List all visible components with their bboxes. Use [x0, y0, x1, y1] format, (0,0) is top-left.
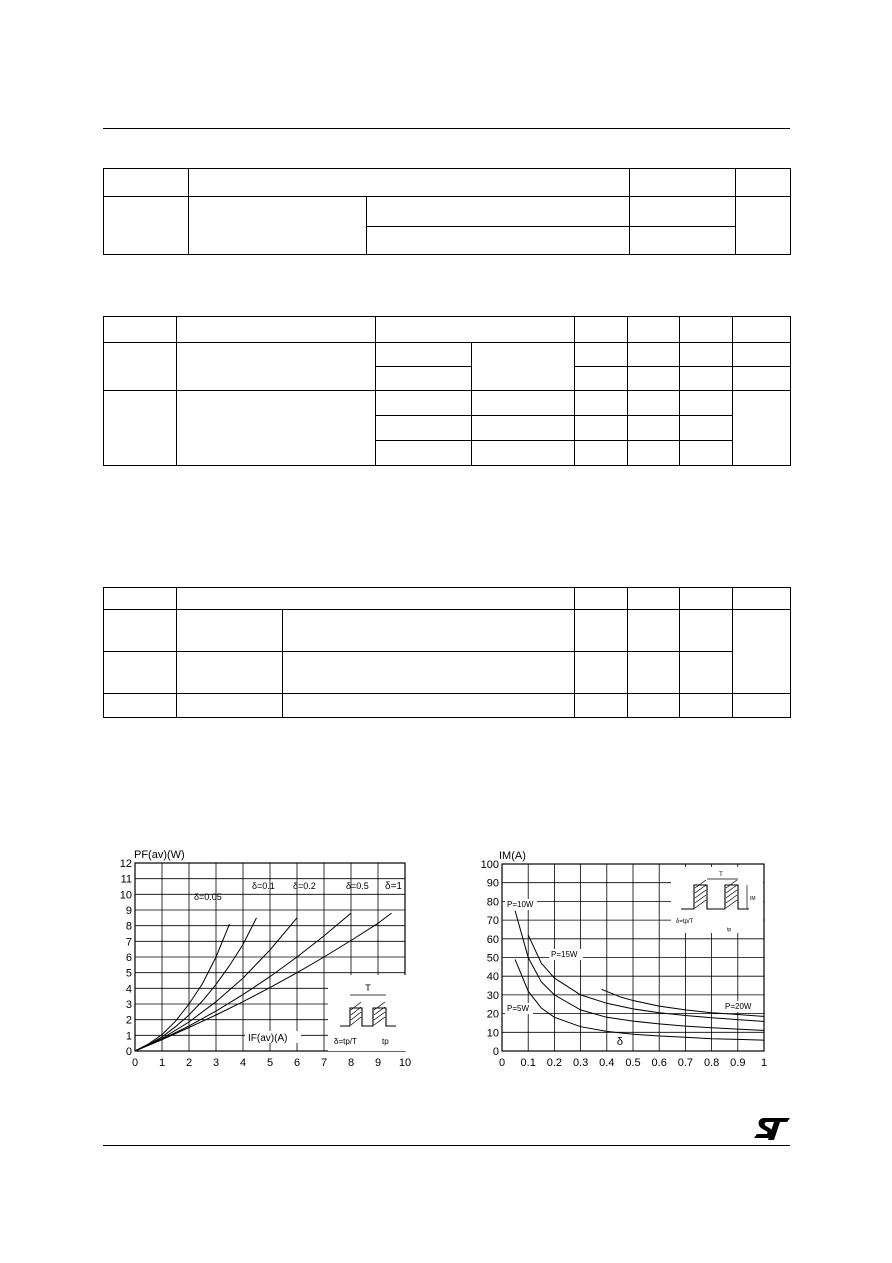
table-cell — [680, 610, 733, 652]
table-cell — [575, 343, 628, 367]
x-tick-label: 0.5 — [625, 1057, 641, 1069]
table-cell — [472, 441, 575, 466]
x-tick-label: 1 — [760, 1057, 768, 1069]
table-cell — [628, 416, 680, 441]
table-cell — [575, 416, 628, 441]
x-axis-label: IF(av)(A) — [248, 1033, 288, 1044]
series-label: P=20W — [725, 1002, 752, 1011]
bottom-rule — [103, 1145, 790, 1146]
table-cell — [104, 343, 177, 391]
y-tick-label: 10 — [486, 1027, 499, 1040]
table-cell — [283, 652, 575, 694]
y-tick-label: 4 — [125, 983, 132, 996]
table-cell — [733, 367, 791, 391]
y-tick-label: 8 — [125, 920, 132, 933]
table-row — [104, 197, 791, 227]
table-cell — [733, 588, 791, 610]
table-cell — [680, 416, 733, 441]
table-cell — [628, 391, 680, 416]
y-tick-label: 90 — [486, 877, 499, 890]
top-rule — [103, 128, 790, 129]
x-tick-label: 3 — [212, 1057, 220, 1069]
duty-formula: δ=tp/T — [334, 1037, 357, 1046]
table-3 — [103, 587, 791, 718]
table-cell — [376, 416, 472, 441]
table-row — [104, 343, 791, 367]
y-tick-label: 20 — [486, 1008, 499, 1021]
table-cell — [628, 652, 680, 694]
table-cell — [104, 694, 177, 718]
table-cell — [472, 391, 575, 416]
y-axis-label: IM(A) — [499, 850, 526, 862]
table-cell — [680, 367, 733, 391]
table-cell — [736, 197, 791, 255]
series-label: δ=0.1 — [252, 881, 275, 891]
table-cell — [575, 652, 628, 694]
x-tick-label: 2 — [185, 1057, 193, 1069]
table-cell — [680, 588, 733, 610]
y-tick-label: 70 — [486, 915, 499, 928]
y-tick-label: 40 — [486, 971, 499, 984]
amplitude-label: IM — [750, 896, 756, 902]
x-tick-label: 7 — [320, 1057, 328, 1069]
series-label: P=10W — [507, 900, 534, 909]
y-tick-label: 7 — [125, 936, 132, 949]
table-row — [104, 588, 791, 610]
table-cell — [630, 197, 736, 227]
table-cell — [575, 441, 628, 466]
y-tick-label: 1 — [125, 1030, 132, 1043]
pulse-width-label: tp — [382, 1037, 389, 1046]
table-cell — [630, 227, 736, 255]
table-cell — [376, 317, 575, 343]
table-row — [104, 694, 791, 718]
table-cell — [575, 610, 628, 652]
x-tick-label: 10 — [398, 1057, 412, 1069]
table-cell — [376, 391, 472, 416]
table-cell — [628, 610, 680, 652]
series-line — [135, 924, 230, 1051]
table-cell — [628, 694, 680, 718]
table-cell — [680, 317, 733, 343]
table-cell — [575, 317, 628, 343]
table-cell — [104, 197, 189, 255]
x-tick-label: 8 — [347, 1057, 355, 1069]
y-tick-label: 2 — [125, 1014, 132, 1027]
table-cell — [628, 317, 680, 343]
table-cell — [575, 367, 628, 391]
table-cell — [177, 343, 376, 391]
table-cell — [628, 343, 680, 367]
table-cell — [630, 169, 736, 197]
y-tick-label: 60 — [486, 933, 499, 946]
y-tick-label: 3 — [125, 999, 132, 1011]
x-tick-label: 6 — [293, 1057, 301, 1069]
power-dissipation-chart — [110, 845, 420, 1075]
x-tick-label: 0.4 — [599, 1057, 615, 1069]
table-cell — [189, 169, 630, 197]
table-cell — [376, 441, 472, 466]
table-row — [104, 169, 791, 197]
series-label: P=5W — [507, 1004, 530, 1013]
table-row — [104, 391, 791, 416]
table-cell — [680, 343, 733, 367]
y-tick-label: 5 — [125, 967, 132, 980]
table-cell — [733, 610, 791, 694]
table-cell — [733, 343, 791, 367]
duty-formula: δ=tp/T — [676, 919, 694, 925]
x-tick-label: 0.9 — [730, 1057, 746, 1069]
table-cell — [104, 652, 177, 694]
x-tick-label: 9 — [374, 1057, 382, 1069]
series-label: P=15W — [551, 950, 578, 959]
series-label: δ=1 — [385, 881, 402, 892]
x-tick-label: 1 — [158, 1057, 166, 1069]
x-tick-label: 0.7 — [677, 1057, 694, 1069]
table-cell — [680, 441, 733, 466]
table-cell — [283, 694, 575, 718]
table-cell — [733, 317, 791, 343]
table-cell — [177, 652, 283, 694]
x-tick-label: 0.2 — [546, 1057, 563, 1069]
y-tick-label: 11 — [120, 873, 132, 886]
table-cell — [104, 169, 189, 197]
table-cell — [367, 197, 630, 227]
x-tick-label: 0.6 — [651, 1057, 667, 1069]
table-cell — [283, 610, 575, 652]
y-axis-label: PF(av)(W) — [134, 849, 185, 861]
table-cell — [680, 694, 733, 718]
y-tick-label: 100 — [480, 859, 499, 871]
table-cell — [177, 588, 575, 610]
table-cell — [177, 317, 376, 343]
table-cell — [177, 694, 283, 718]
period-label: T — [719, 872, 723, 878]
table-cell — [104, 588, 177, 610]
x-tick-label: 0 — [498, 1057, 506, 1069]
table-cell — [177, 391, 376, 466]
table-cell — [376, 367, 472, 391]
y-tick-label: 80 — [486, 896, 499, 909]
table-row — [104, 610, 791, 652]
table-cell — [680, 391, 733, 416]
y-tick-label: 12 — [119, 858, 132, 870]
x-axis-label: δ — [616, 1036, 623, 1048]
table-row — [104, 317, 791, 343]
table-cell — [628, 441, 680, 466]
series-label: δ=0.5 — [346, 881, 369, 891]
x-tick-label: 5 — [266, 1057, 274, 1069]
y-tick-label: 0 — [492, 1046, 499, 1058]
table-cell — [177, 610, 283, 652]
table-cell — [104, 610, 177, 652]
series-line — [135, 918, 257, 1051]
x-tick-label: 0.1 — [520, 1057, 536, 1069]
y-tick-label: 30 — [486, 989, 499, 1002]
y-tick-label: 6 — [125, 952, 132, 964]
table-cell — [472, 343, 575, 391]
period-label: T — [365, 983, 371, 993]
table-row — [104, 652, 791, 694]
table-2 — [103, 316, 791, 466]
table-cell — [189, 197, 367, 255]
table-cell — [733, 694, 791, 718]
st-logo-icon — [754, 1118, 790, 1140]
table-cell — [104, 317, 177, 343]
peak-current-chart — [475, 845, 785, 1075]
pulse-width-label: tp — [727, 927, 732, 933]
table-cell — [680, 652, 733, 694]
x-tick-label: 0 — [131, 1057, 139, 1069]
table-cell — [104, 391, 177, 466]
y-tick-label: 10 — [119, 889, 132, 902]
table-1 — [103, 168, 791, 255]
table-cell — [376, 343, 472, 367]
table-cell — [736, 169, 791, 197]
series-label: δ=0.2 — [293, 881, 316, 891]
table-cell — [733, 391, 791, 466]
table-cell — [628, 367, 680, 391]
table-cell — [575, 694, 628, 718]
table-cell — [575, 391, 628, 416]
x-tick-label: 0.3 — [572, 1057, 589, 1069]
table-cell — [575, 588, 628, 610]
x-tick-label: 0.8 — [703, 1057, 720, 1069]
table-cell — [472, 416, 575, 441]
table-cell — [367, 227, 630, 255]
series-label: δ=0.05 — [194, 892, 222, 902]
y-tick-label: 9 — [125, 905, 132, 917]
x-tick-label: 4 — [239, 1057, 247, 1069]
y-tick-label: 0 — [125, 1046, 132, 1058]
table-cell — [628, 588, 680, 610]
y-tick-label: 50 — [486, 952, 499, 965]
